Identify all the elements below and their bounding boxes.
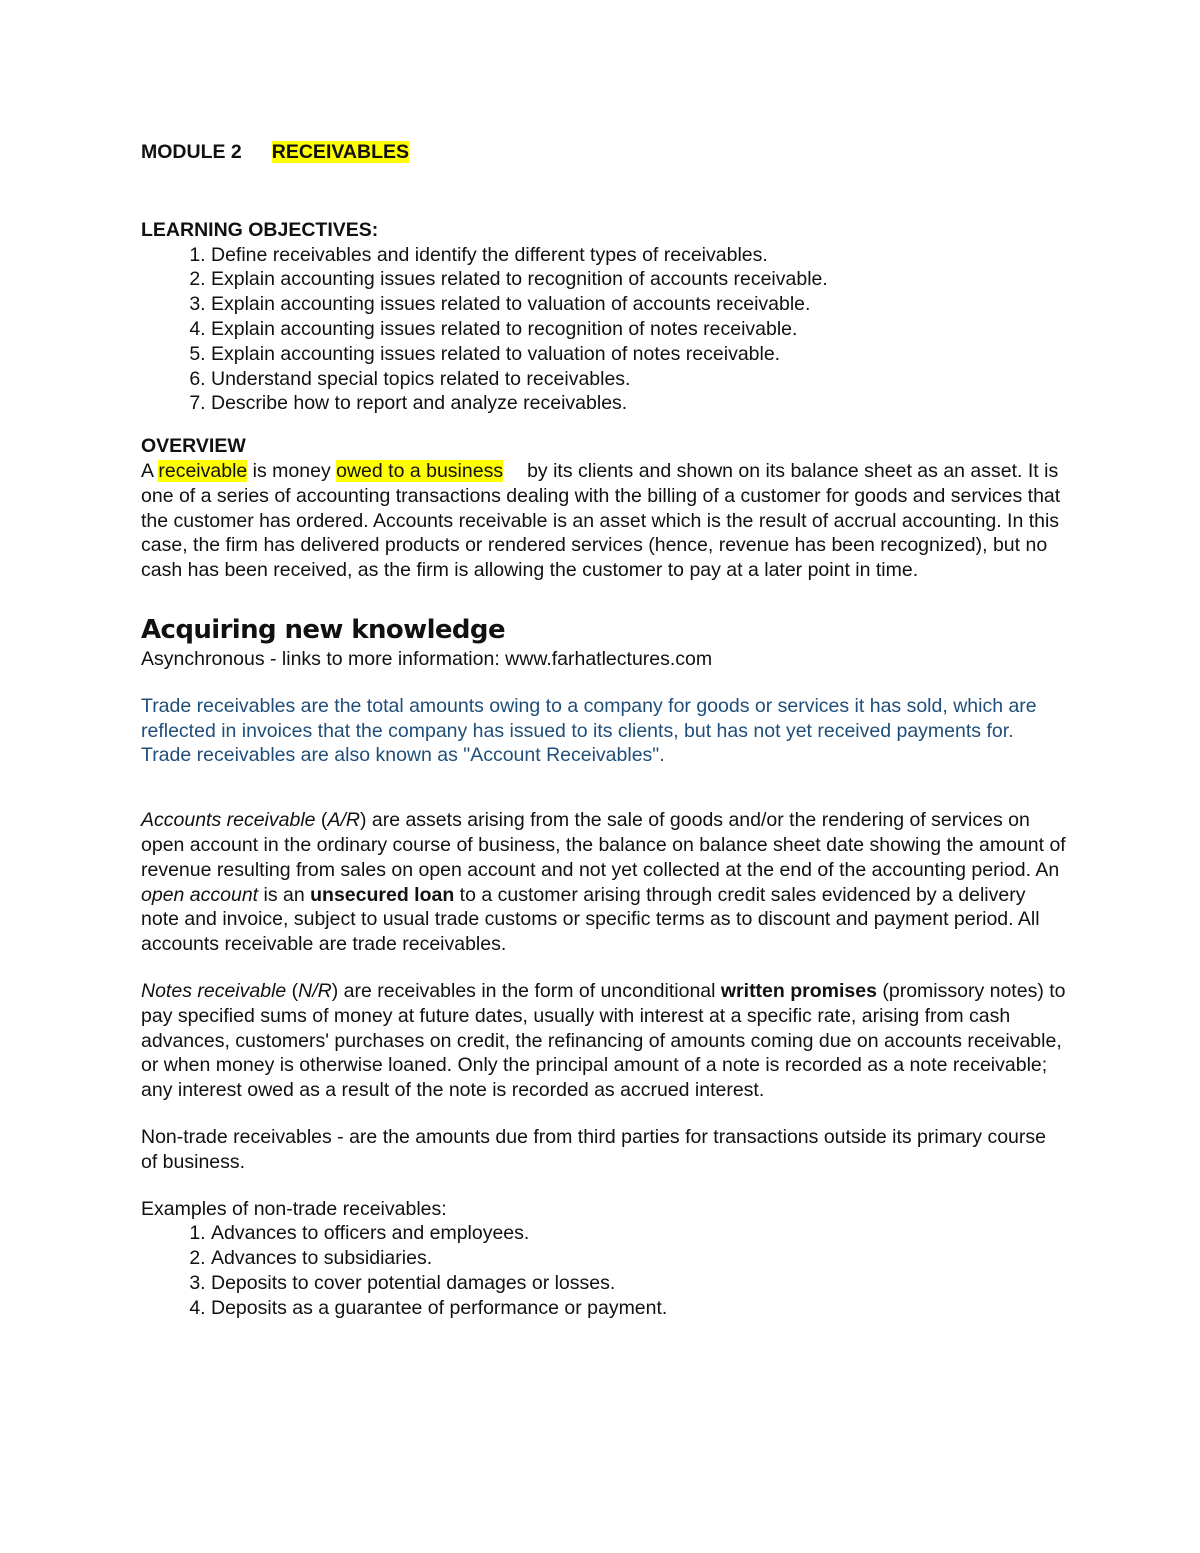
module-topic: RECEIVABLES [271, 141, 410, 163]
overview-paragraph [141, 459, 1066, 583]
section-heading: Acquiring new knowledge [141, 614, 505, 645]
ar-text-1: ( [315, 809, 328, 832]
nr-written-promises: written promises [720, 979, 877, 1002]
nr-text-3: (promissory notes) to pay specified sums of money at future dates, usually with interest at a specific rate, arising from cash advances, customers' purchases on credit, the refinancing of amounts coming due on accounts receivable, or when money is otherwise loaned. Only the principal amount of a note is recorded as a note receivable; any interest owed as a result of the note is recorded as accrued interest. [141, 979, 1066, 1102]
links-line: Asynchronous - links to more information: www.farhatlectures.com [141, 647, 713, 670]
objectives-heading: LEARNING OBJECTIVES: [141, 218, 379, 241]
objective-item: 3. Explain accounting issues related to valuation of accounts receivable. [211, 292, 1066, 317]
highlight-receivable: receivable [158, 459, 248, 482]
ar-text-4: to a customer arising through credit sales evidenced by a delivery note and invoice, subject to usual trade customs or specific terms as to discount and payment period. All accounts receivable are trade receivables. [141, 883, 1040, 956]
ar-term: Accounts receivable [141, 809, 316, 832]
example-item: 3. Deposits to cover potential damages or losses. [211, 1271, 1066, 1296]
overview-text-mid: is money [252, 459, 331, 482]
module-number: MODULE 2 [141, 141, 242, 163]
notes-receivable-paragraph [141, 979, 1066, 1103]
example-item: 1. Advances to officers and employees. [211, 1221, 1066, 1246]
non-trade-paragraph: Non-trade receivables - are the amounts due from third parties for transactions outside its primary course of business. [141, 1125, 1046, 1173]
ar-unsecured-loan: unsecured loan [310, 883, 455, 906]
accounts-receivable-paragraph [141, 808, 1066, 957]
nr-term: Notes receivable [141, 979, 287, 1002]
objective-item: 7. Describe how to report and analyze receivables. [211, 391, 1066, 416]
ar-open-account: open account [141, 883, 259, 906]
examples-list [141, 1221, 1066, 1320]
example-item: 4. Deposits as a guarantee of performance or payment. [211, 1296, 1066, 1321]
overview-text-a: A [141, 459, 153, 482]
ar-text-3: is an [258, 883, 311, 906]
objectives-list [141, 243, 1066, 417]
objective-item: 2. Explain accounting issues related to recognition of accounts receivable. [211, 267, 1066, 292]
module-title [141, 140, 1066, 165]
document-body [141, 140, 1066, 1320]
overview-heading: OVERVIEW [141, 435, 246, 458]
nr-abbr: N/R [298, 979, 332, 1002]
trade-receivables-paragraph: Trade receivables are the total amounts owing to a company for goods or services it has sold, which are reflected in invoices that the company has issued to its clients, but has not yet received payments for. Trade receivables are also known as "Account Receivables". [141, 694, 1037, 767]
example-item: 2. Advances to subsidiaries. [211, 1246, 1066, 1271]
ar-text-2: ) are assets arising from the sale of goods and/or the rendering of services on open account in the ordinary course of business, the balance on balance sheet date showing the amount of revenue resulting from sales on open account and not yet collected at the end of the accounting period. An [141, 809, 1066, 881]
nr-text-1: ( [286, 979, 299, 1002]
overview-text-rest: by its clients and shown on its balance sheet as an asset. It is one of a series of accounting transactions dealing with the billing of a customer for goods and services that the customer has ordered. Accounts receivable is an asset which is the result of accrual accounting. In this case, the firm has delivered products or rendered services (hence, revenue has been recognized), but no cash has been received, as the firm is allowing the customer to pay at a later point in time. [141, 459, 1061, 582]
nr-text-2: ) are receivables in the form of unconditional [331, 979, 721, 1002]
examples-heading: Examples of non-trade receivables: [141, 1197, 447, 1220]
objective-item: 5. Explain accounting issues related to valuation of notes receivable. [211, 342, 1066, 367]
objective-item: 6. Understand special topics related to receivables. [211, 367, 1066, 392]
ar-abbr: A/R [327, 809, 360, 832]
objective-item: 4. Explain accounting issues related to recognition of notes receivable. [211, 317, 1066, 342]
objective-item: 1. Define receivables and identify the different types of receivables. [211, 243, 1066, 268]
highlight-owed: owed to a business [336, 459, 504, 482]
